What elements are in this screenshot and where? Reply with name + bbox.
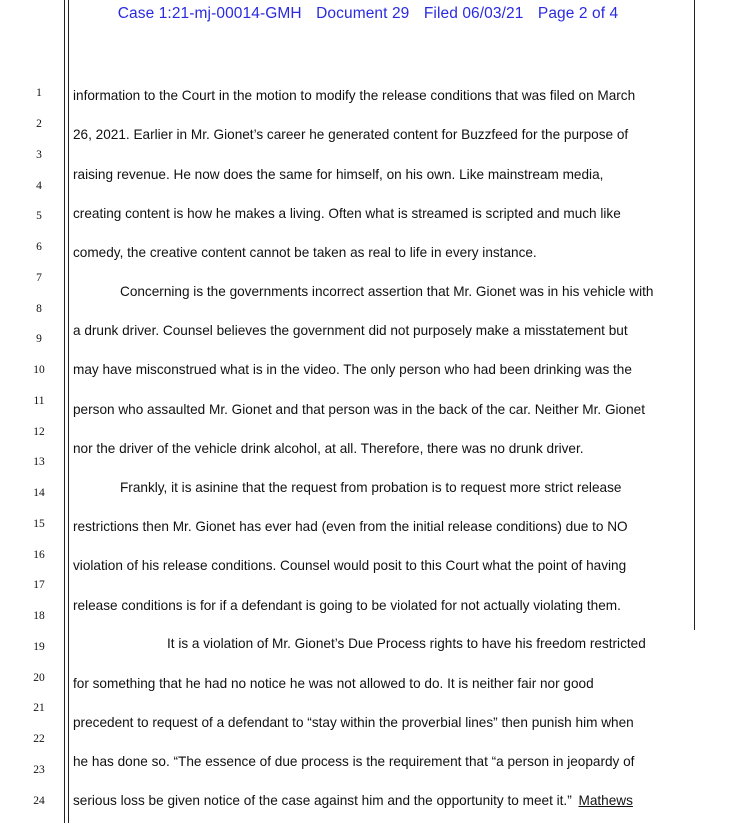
line-number: 15 — [33, 518, 45, 530]
left-margin-rule-inner — [68, 0, 69, 823]
line-number: 4 — [36, 180, 42, 192]
text-line: release conditions is for if a defendant is going to be violated for not actually violating them. — [73, 598, 621, 613]
line-number: 5 — [36, 210, 42, 222]
text-line: restrictions then Mr. Gionet has ever had (even from the initial release conditions) due to NO — [73, 519, 628, 534]
text-line: creating content is how he makes a living. Often what is streamed is scripted and much like — [73, 206, 621, 221]
line-number: 10 — [33, 364, 45, 376]
text-line: he has done so. “The essence of due process is the requirement that “a person in jeopardy of — [73, 754, 635, 769]
line-number: 8 — [36, 303, 42, 315]
text-line: may have misconstrued what is in the video. The only person who had been drinking was the — [73, 362, 632, 377]
text-line: violation of his release conditions. Counsel would posit to this Court what the point of having — [73, 558, 627, 573]
line-number: 20 — [33, 672, 45, 684]
line-number: 19 — [33, 641, 45, 653]
case-citation: Mathews — [578, 793, 633, 808]
text-line: raising revenue. He now does the same for himself, on his own. Like mainstream media, — [73, 167, 604, 182]
line-number: 12 — [33, 426, 45, 438]
text-line: a drunk driver. Counsel believes the government did not purposely make a misstatement but — [73, 323, 628, 338]
line-number: 13 — [33, 456, 45, 468]
line-number: 21 — [33, 702, 45, 714]
line-number: 17 — [33, 579, 45, 591]
text-line: It is a violation of Mr. Gionet’s Due Process rights to have his freedom restricted — [167, 636, 646, 651]
document-number: Document 29 — [316, 5, 410, 22]
line-number: 11 — [33, 395, 45, 407]
text-line: for something that he had no notice he was not allowed to do. It is neither fair nor good — [73, 676, 594, 691]
line-number: 1 — [36, 87, 42, 99]
case-number: Case 1:21-mj-00014-GMH — [117, 5, 302, 22]
left-margin-rule-outer — [64, 0, 65, 823]
line-number: 23 — [33, 764, 45, 776]
case-header — [0, 5, 736, 23]
text-line: comedy, the creative content cannot be taken as real to life in every instance. — [73, 245, 537, 260]
filed-date: Filed 06/03/21 — [423, 5, 524, 22]
page-indicator: Page 2 of 4 — [537, 5, 619, 22]
line-number: 6 — [36, 241, 42, 253]
text-line: serious loss be given notice of the case against him and the opportunity to meet it.” — [73, 793, 572, 808]
line-number: 2 — [36, 118, 42, 130]
line-number: 22 — [33, 733, 45, 745]
line-number: 14 — [33, 487, 45, 499]
text-line: nor the driver of the vehicle drink alcohol, at all. Therefore, there was no drunk driver. — [73, 441, 584, 456]
line-number: 7 — [36, 272, 42, 284]
right-margin-rule — [694, 0, 695, 630]
line-number: 24 — [33, 795, 45, 807]
text-line: Concerning is the governments incorrect assertion that Mr. Gionet was in his vehicle with — [120, 284, 654, 299]
text-line: information to the Court in the motion to modify the release conditions that was filed on March — [73, 88, 636, 103]
text-line: person who assaulted Mr. Gionet and that person was in the back of the car. Neither Mr. Gionet — [73, 402, 646, 417]
text-line: 26, 2021. Earlier in Mr. Gionet’s career he generated content for Buzzfeed for the purpose of — [73, 127, 629, 142]
text-line: precedent to request of a defendant to “stay within the proverbial lines” then punish him when — [73, 715, 634, 730]
line-number: 16 — [33, 549, 45, 561]
line-number: 18 — [33, 610, 45, 622]
text-line-last — [73, 793, 633, 808]
text-line: Frankly, it is asinine that the request from probation is to request more strict release — [120, 480, 622, 495]
line-number: 9 — [36, 333, 42, 345]
line-number: 3 — [36, 149, 42, 161]
